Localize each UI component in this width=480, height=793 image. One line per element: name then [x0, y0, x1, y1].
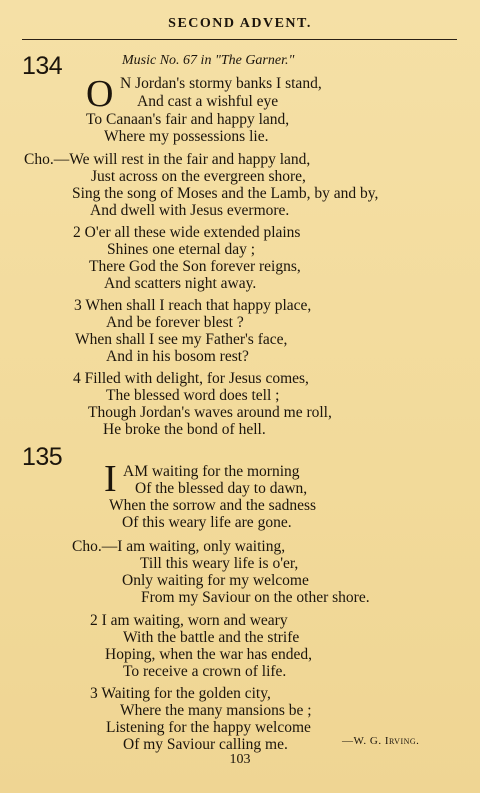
page-number: 103: [229, 752, 251, 767]
verse-line: Listening for the happy welcome: [106, 719, 311, 736]
verse-line: 3 Waiting for the golden city,: [90, 685, 271, 702]
verse-line: With the battle and the strife: [123, 629, 300, 646]
chorus-line: From my Saviour on the other shore.: [141, 589, 370, 606]
verse-line: There God the Son forever reigns,: [89, 258, 301, 275]
chorus-line: Cho.—We will rest in the fair and happy land,: [24, 151, 311, 168]
verse-line: And cast a wishful eye: [137, 93, 279, 110]
verse-line: When shall I see my Father's face,: [75, 331, 288, 348]
verse-line: Though Jordan's waves around me roll,: [88, 404, 332, 421]
verse-line: 3 When shall I reach that happy place,: [74, 297, 312, 314]
author-credit: —W. G. Irving.: [342, 735, 420, 747]
page-header: SECOND ADVENT.: [168, 16, 312, 31]
header-rule: [22, 39, 457, 40]
verse-line: And be forever blest ?: [106, 314, 244, 331]
verse-line: To Canaan's fair and happy land,: [86, 111, 290, 128]
hymn-number: 134: [22, 52, 63, 80]
chorus-line: Till this weary life is o'er,: [140, 555, 299, 572]
chorus-line: Sing the song of Moses and the Lamb, by and by,: [72, 185, 379, 202]
chorus-line: Cho.—I am waiting, only waiting,: [72, 538, 286, 555]
verse-line: He broke the bond of hell.: [103, 421, 266, 438]
music-reference: Music No. 67 in "The Garner.": [122, 53, 295, 68]
verse-line: When the sorrow and the sadness: [109, 497, 317, 514]
verse-line: 4 Filled with delight, for Jesus comes,: [73, 370, 309, 387]
verse-line: Of this weary life are gone.: [122, 514, 292, 531]
verse-line: N Jordan's stormy banks I stand,: [120, 75, 322, 92]
verse-line: Hoping, when the war has ended,: [105, 646, 313, 663]
verse-line: Of my Saviour calling me.: [123, 736, 288, 753]
verse-line: AM waiting for the morning: [123, 463, 300, 480]
verse-line: Shines one eternal day ;: [107, 241, 256, 258]
drop-cap: O: [86, 73, 114, 115]
verse-line: And in his bosom rest?: [106, 348, 249, 365]
verse-line: 2 O'er all these wide extended plains: [73, 224, 301, 241]
verse-line: Where the many mansions be ;: [120, 702, 312, 719]
chorus-line: Just across on the evergreen shore,: [91, 168, 306, 185]
chorus-line: And dwell with Jesus evermore.: [90, 202, 290, 219]
verse-line: The blessed word does tell ;: [106, 387, 280, 404]
chorus-line: Only waiting for my welcome: [122, 572, 309, 589]
verse-line: 2 I am waiting, worn and weary: [90, 612, 288, 629]
hymn-number: 135: [22, 443, 63, 471]
verse-line: Where my possessions lie.: [104, 128, 269, 145]
drop-cap: I: [104, 458, 117, 500]
verse-line: To receive a crown of life.: [123, 663, 287, 680]
verse-line: Of the blessed day to dawn,: [135, 480, 308, 497]
verse-line: And scatters night away.: [104, 275, 257, 292]
